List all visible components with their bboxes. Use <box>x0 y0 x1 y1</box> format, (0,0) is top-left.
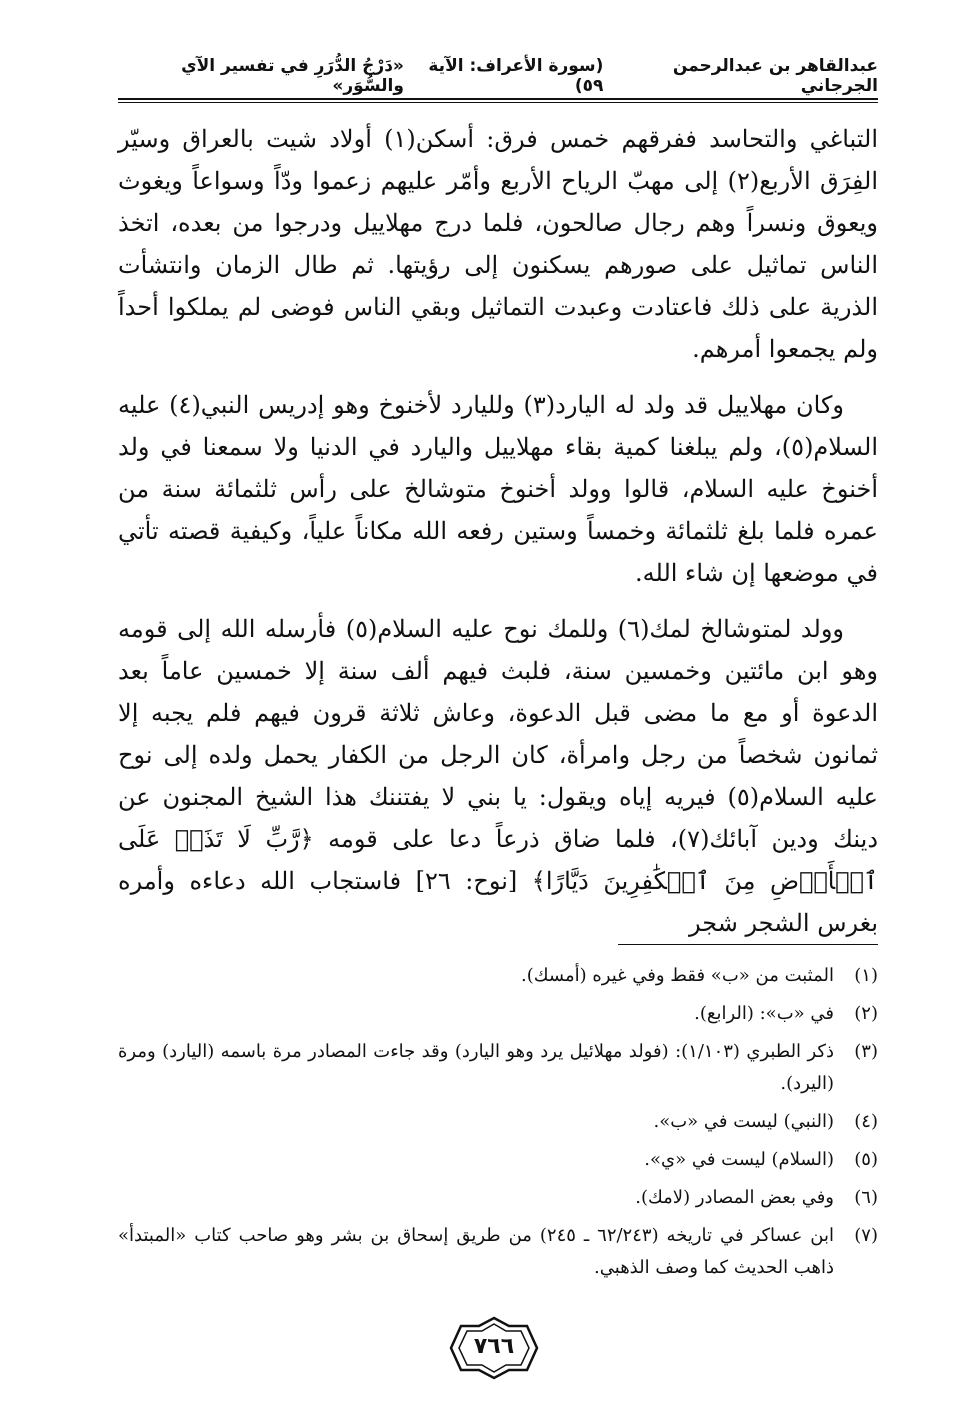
footnote <box>118 1144 878 1176</box>
paragraph: وكان مهلاييل قد ولد له اليارد(٣) ولليارد لأخنوخ وهو إدريس النبي(٤) عليه السلام(٥)، ولم يبلغنا كمية بقاء مهلاييل واليارد في الدنيا ولا سمعنا في ولد أخنوخ عليه السلام، قالوا وولد أخنوخ متوشالخ على رأس ثلثمائة سنة من عمره فلما بلغ ثلثمائة وخمساً وستين رفعه الله مكاناً علياً، وكيفية قصته تأتي في موضعها إن شاء الله. <box>118 391 878 587</box>
header-author: عبدالقاهر بن عبدالرحمن الجرجاني <box>672 56 878 96</box>
footnote-text: ذكر الطبري (١/١٠٣): (فولد مهلائيل يرد وهو اليارد) وقد جاءت المصادر مرة باسمه (اليارد) ومرة (اليرد). <box>118 1041 834 1094</box>
footnote-divider <box>618 944 878 945</box>
footnote-number: (٦) <box>854 1187 878 1208</box>
footnote-number: (٤) <box>854 1111 878 1132</box>
footnote-number: (٧) <box>854 1225 878 1246</box>
header-location: (سورة الأعراف: الآية ٥٩) <box>428 56 604 96</box>
footnote <box>118 1106 878 1138</box>
paragraph: التباغي والتحاسد ففرقهم خمس فرق: أسكن(١) أولاد شيت بالعراق وسيّر الفِرَق الأربع(٢) إلى مهبّ الرياح الأربع وأمّر عليهم زعموا ودّاً وسواعاً ويغوث ويعوق ونسراً وهم رجال صالحون، فلما درج مهلاييل ودرجوا من بعده، اتخذ الناس تماثيل على صورهم يسكنون إلى رؤيتها. ثم طال الزمان وانتشأت الذرية على ذلك فاعتادت وعبدت التماثيل وبقي الناس فوضى لم يملكوا أحداً ولم يجمعوا أمرهم. <box>118 125 878 363</box>
header-book-title: «دَرْجُ الدُّرَرِ في تفسير الآي والسُّوَر» <box>181 56 404 96</box>
footnote <box>118 998 878 1030</box>
running-header <box>118 58 878 94</box>
main-text <box>118 118 878 958</box>
header-divider <box>118 98 878 103</box>
footnote <box>118 960 878 992</box>
footnote-number: (٢) <box>854 1003 878 1024</box>
footnote <box>118 1036 878 1100</box>
footnote-number: (١) <box>854 965 878 986</box>
footnote-text: ابن عساكر في تاريخه (٦٢/٢٤٣ ـ ٢٤٥) من طريق إسحاق بن بشر وهو صاحب كتاب «المبتدأ» ذاهب الحديث كما وصف الذهبي. <box>118 1225 835 1278</box>
footnote-text: في «ب»: (الرابع). <box>694 1003 834 1024</box>
paragraph: وولد لمتوشالخ لمك(٦) وللمك نوح عليه السلام(٥) فأرسله الله إلى قومه وهو ابن مائتين وخمسين سنة، فلبث فيهم ألف سنة إلا خمسين عاماً بعد الدعوة أو مع ما مضى قبل الدعوة، وعاش ثلاثة قرون فيهم فلم يجبه إلا ثمانون شخصاً من رجل وامرأة، كان الرجل من الكفار يحمل ولده إلى نوح عليه السلام(٥) فيريه إياه ويقول: يا بني لا يفتننك هذا الشيخ المجنون عن دينك ودين آبائك(٧)، فلما ضاق ذرعاً دعا على قومه ﴿رَّبِّ لَا تَذَرۡ عَلَى ٱلۡأَرۡضِ مِنَ ٱلۡكَٰفِرِينَ دَيَّارًا﴾ [نوح: ٢٦] فاستجاب الله دعاءه وأمره بغرس الشجر شجر <box>118 615 879 937</box>
footnote <box>118 1182 878 1214</box>
footnotes <box>118 960 878 1290</box>
footnote-text: (السلام) ليست في «ي». <box>644 1149 834 1170</box>
footnote-number: (٥) <box>854 1149 878 1170</box>
footnote-text: (النبي) ليست في «ب». <box>653 1111 834 1132</box>
footnote <box>118 1220 878 1284</box>
footnote-number: (٣) <box>854 1041 878 1062</box>
page-number: ٧٦٦ <box>473 1334 515 1359</box>
page-number-badge <box>449 1316 539 1380</box>
footnote-text: المثبت من «ب» فقط وفي غيره (أمسك). <box>520 965 834 986</box>
footnote-text: وفي بعض المصادر (لامك). <box>635 1187 834 1208</box>
